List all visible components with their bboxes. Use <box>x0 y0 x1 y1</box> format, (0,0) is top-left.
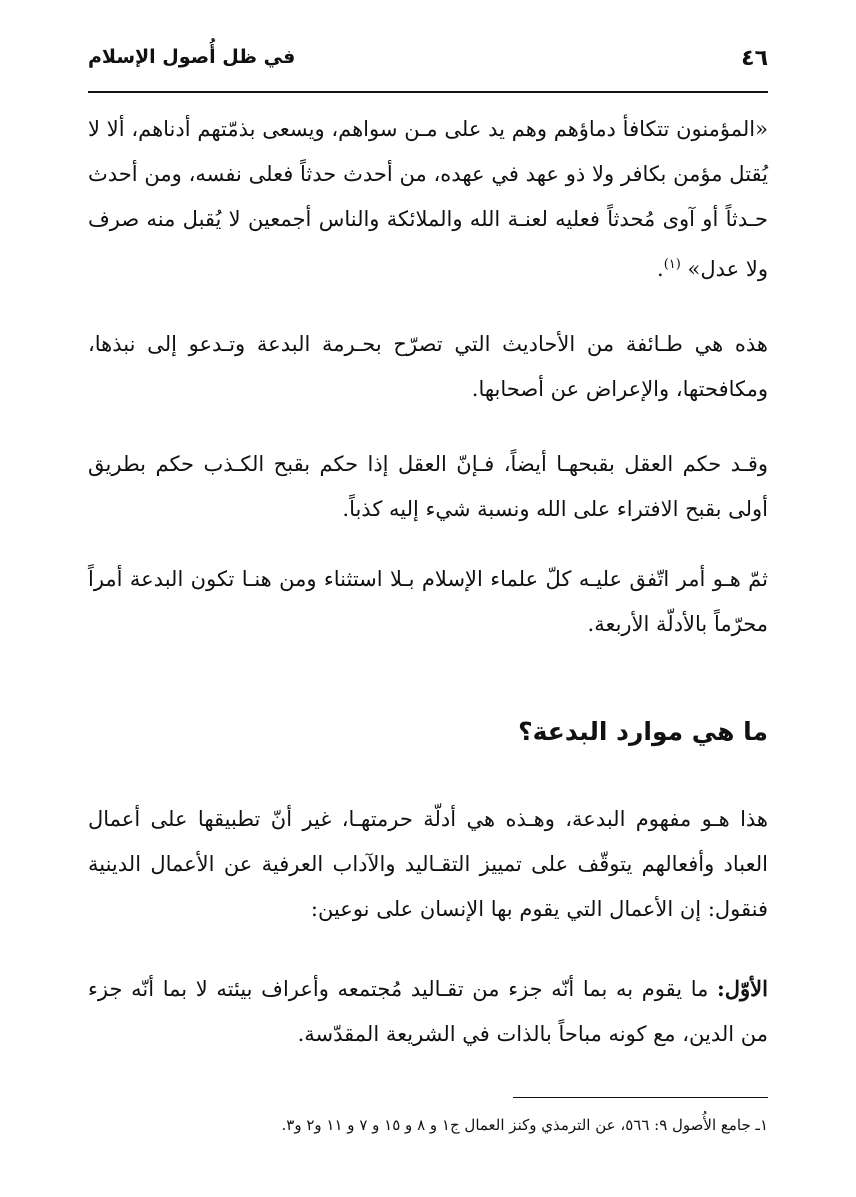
footnote: ١ـ جامع الأُصول ٩: ٥٦٦، عن الترمذي وكنز العمال ج١ و ٨ و ١٥ و ٧ و ١١ و٢ و٣. <box>281 1116 768 1134</box>
section-heading: ما هي موارد البدعة؟ <box>518 717 768 746</box>
paragraph-prohibition: هذه هي طـائفة من الأحاديث التي تصرّح بحـرمة البدعة وتـدعو إلى نبذها، ومكافحتها، والإعراض عن أصحابها. <box>88 332 768 401</box>
first-type-text: ما يقوم به بما أنّه جزء من تقـاليد مُجتمعه وأعراف بيئته لا بما أنّه جزء من الدين، مع كونه مباحاً بالذات في الشريعة المقدّسة. <box>88 977 768 1046</box>
page-number: ٤٦ <box>741 46 768 71</box>
paragraph-first-type <box>88 966 768 1057</box>
paragraph-consensus: ثمّ هـو أمر اتّفق عليـه كلّ علماء الإسلام بـلا استثناء ومن هنـا تكون البدعة أمراً محرّماً بالأدلّة الأربعة. <box>88 567 768 636</box>
hadith-end: . <box>657 257 664 281</box>
first-type-lead: الأوّل: <box>717 976 768 1001</box>
hadith-text: «المؤمنون تتكافأ دماؤهم وهم يد على مـن سواهم، ويسعى بذمّتهم أدناهم، ألا لا يُقتل مؤمن بكافر ولا ذو عهد في عهده، من أحدث حدثاً فعلى نفسه، ومن أحدث حـدثاً أو آوى مُحدثاً فعليه لعنـة الله والملائكة والناس أجمعين لا يُقبل منه صرف ولا عدل» <box>88 117 768 281</box>
footnote-marker: (١) <box>663 257 681 272</box>
page-header <box>88 44 768 84</box>
hadith-paragraph <box>88 107 768 292</box>
header-rule <box>88 91 768 93</box>
running-title: في ظل أُصول الإسلام <box>88 46 296 68</box>
paragraph-reason: وقـد حكم العقل بقبحهـا أيضاً، فـإنّ العقل إذا حكم بقبح الكـذب حكم بطريق أولى بقبح الافتراء على الله ونسبة شيء إليه كذباً. <box>88 452 768 521</box>
footnote-rule <box>513 1097 768 1098</box>
paragraph-concept: هذا هـو مفهوم البدعة، وهـذه هي أدلّة حرمتهـا، غير أنّ تطبيقها على أعمال العباد وأفعالهم يتوقّف على تمييز التقـاليد والآداب العرفية عن الأعمال الدينية فنقول: إن الأعمال التي يقوم بها الإنسان على نوعين: <box>88 807 768 921</box>
